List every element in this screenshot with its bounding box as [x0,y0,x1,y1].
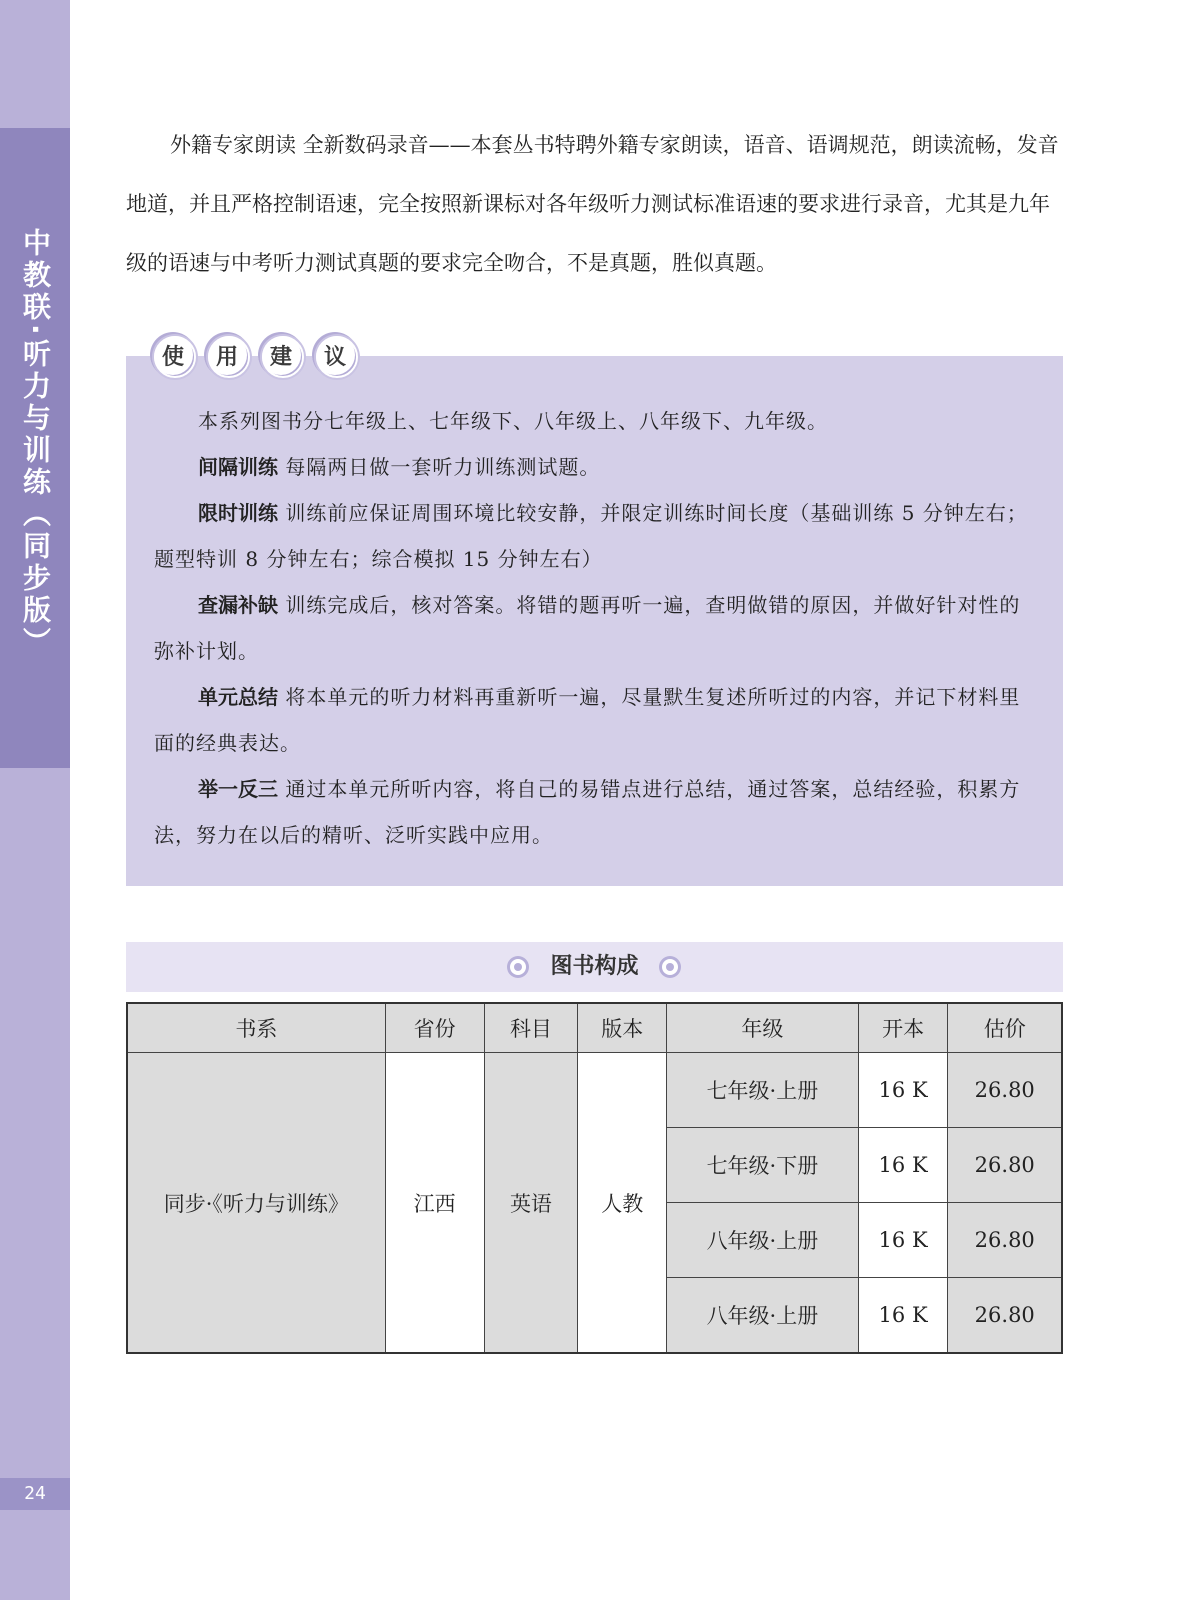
suggestion-label: 单元总结 [198,685,278,709]
suggestion-text: 每隔两日做一套听力训练测试题。 [285,455,601,479]
suggestion-text: 训练完成后，核对答案。将错的题再听一遍，查明做错的原因，并做好针对性的弥补计划。 [154,593,1021,663]
format-cell: 16 K [858,1203,948,1278]
price-cell: 26.80 [948,1278,1062,1354]
suggestion-label: 间隔训练 [198,455,278,479]
suggestion-item [154,766,1034,858]
price-cell: 26.80 [948,1203,1062,1278]
suggestion-label: 举一反三 [198,777,278,801]
subject-cell: 英语 [484,1053,578,1354]
sidebar [0,0,70,1600]
table-header-row [127,1003,1062,1053]
column-header: 版本 [578,1003,667,1053]
book-composition-header [126,942,1063,992]
book-composition-table [126,1002,1063,1354]
heading-badge [150,332,196,378]
intro-paragraph: 外籍专家朗读 全新数码录音——本套丛书特聘外籍专家朗读，语音、语调规范，朗读流畅，发音地道，并且严格控制语速，完全按照新课标对各年级听力测试标准语速的要求进行录音，尤其是九年级的语速与中考听力测试真题的要求完全吻合，不是真题，胜似真题。 [126,133,1059,275]
column-header: 省份 [385,1003,484,1053]
heading-badge [204,332,250,378]
suggestion-item [154,444,1034,490]
suggestion-label: 查漏补缺 [198,593,278,617]
suggestion-item [154,582,1034,674]
format-cell: 16 K [858,1053,948,1128]
table-row [127,1053,1062,1128]
suggestion-text: 将本单元的听力材料再重新听一遍，尽量默生复述所听过的内容，并记下材料里面的经典表达。 [154,685,1021,755]
suggestion-opening: 本系列图书分七年级上、七年级下、八年级上、八年级下、九年级。 [198,409,828,433]
format-cell: 16 K [858,1278,948,1354]
grade-cell: 八年级·上册 [667,1203,859,1278]
heading-badge [258,332,304,378]
grade-cell: 七年级·下册 [667,1128,859,1203]
suggestion-text: 通过本单元所听内容，将自己的易错点进行总结，通过答案，总结经验，积累方法，努力在以后的精听、泛听实践中应用。 [154,777,1021,847]
grade-cell: 八年级·上册 [667,1278,859,1354]
suggestion-lines [154,398,1034,858]
column-header: 书系 [127,1003,385,1053]
format-cell: 16 K [858,1128,948,1203]
edition-cell: 人教 [578,1053,667,1354]
usage-suggestions-box [126,356,1063,886]
price-cell: 26.80 [948,1128,1062,1203]
bullet-dot-icon [662,959,678,975]
badge-char: 建 [269,344,292,370]
heading-badge [312,332,358,378]
suggestion-item [154,674,1034,766]
book-composition-title: 图书构成 [550,954,639,979]
province-cell: 江西 [385,1053,484,1354]
price-cell: 26.80 [948,1053,1062,1128]
grade-cell: 七年级·上册 [667,1053,859,1128]
badge-char: 议 [323,344,346,370]
suggestion-item [154,490,1034,582]
column-header: 开本 [858,1003,948,1053]
badge-char: 使 [161,344,184,370]
badge-char: 用 [215,344,238,370]
column-header: 科目 [484,1003,578,1053]
suggestion-label: 限时训练 [198,501,278,525]
column-header: 估价 [948,1003,1062,1053]
sidebar-vertical-title: 中教联·听力与训练（同步版） [19,228,52,659]
column-header: 年级 [667,1003,859,1053]
series-cell: 同步·《听力与训练》 [127,1053,385,1354]
suggestion-text: 训练前应保证周围环境比较安静，并限定训练时间长度（基础训练 5 分钟左右；题型特训 8 分钟左右；综合模拟 15 分钟左右） [154,501,1028,571]
page-number: 24 [24,1483,46,1504]
